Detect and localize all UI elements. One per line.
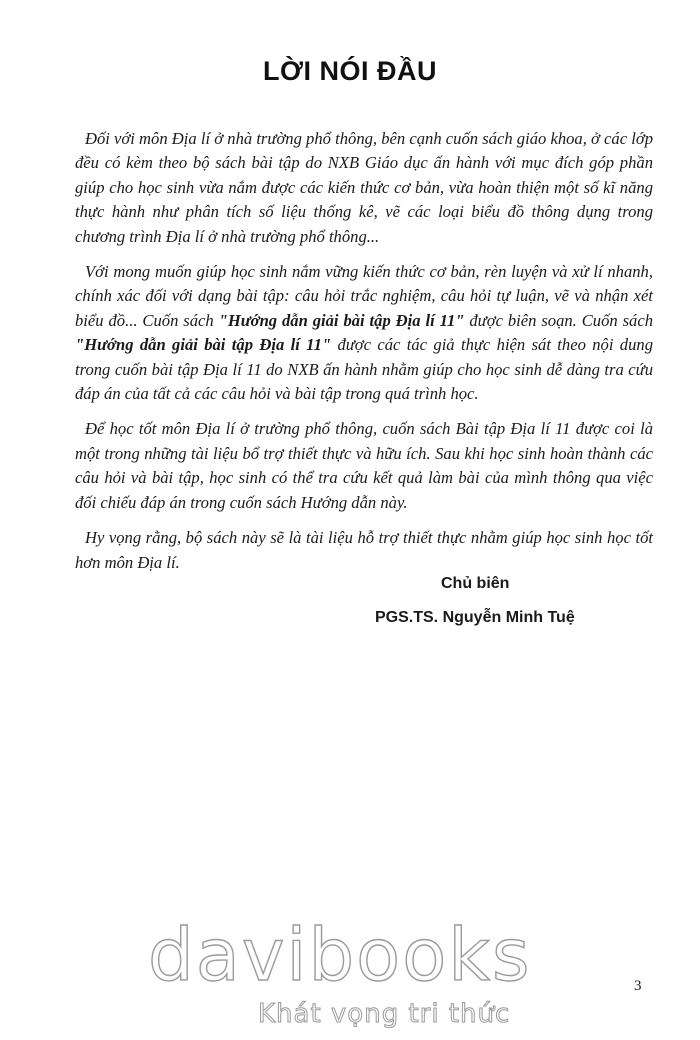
paragraph-1 (75, 127, 653, 249)
signature-name: PGS.TS. Nguyễn Minh Tuệ (375, 609, 575, 626)
paragraph-4 (75, 526, 653, 575)
paragraph-4-text: Hy vọng rằng, bộ sách này sẽ là tài liệu hỗ trợ thiết thực nhằm giúp học sinh học tốt hơn môn Địa lí. (75, 528, 653, 572)
page-title: LỜI NÓI ĐẦU (262, 56, 438, 86)
page-number: 3 (634, 978, 642, 994)
paragraph-2-text-b: được biên soạn. Cuốn sách (464, 310, 654, 330)
paragraph-2 (75, 260, 653, 406)
publisher-watermark (148, 915, 568, 1035)
signature-role: Chủ biên (441, 575, 510, 592)
watermark-brand: davibooks (148, 913, 532, 997)
paragraph-1-text: Đối với môn Địa lí ở nhà trường phổ thông, bên cạnh cuốn sách giáo khoa, ở các lớp đều có kèm theo bộ sách bài tập do NXB Giáo dục ấn hành với mục đích góp phần giúp cho học sinh vừa nắm được các kiến thức cơ bản, vừa hoàn thiện một số kĩ năng thực hành như phân tích số liệu thống kê, vẽ các loại biểu đồ thông dụng trong chương trình Địa lí ở nhà trường phổ thông... (75, 129, 653, 246)
paragraph-3 (75, 417, 653, 515)
book-title-bold-1: "Hướng dẫn giải bài tập Địa lí 11" (218, 310, 465, 330)
paragraph-2-text-a: Với mong muốn giúp học sinh nắm vững kiến thức cơ bản, rèn luyện và xử lí nhanh, chính xác đối với dạng bài tập: câu hỏi trắc nghiệm, câu hỏi tự luận, vẽ và nhận xét biểu đồ... Cuốn sách (75, 262, 653, 330)
watermark-tagline: Khát vọng tri thức (258, 999, 511, 1029)
paragraph-3-text: Để học tốt môn Địa lí ở trường phổ thông, cuốn sách Bài tập Địa lí 11 được coi là một trong những tài liệu bổ trợ thiết thực và hữu ích. Sau khi học sinh hoàn thành các câu hỏi và bài tập, học sinh có thể tra cứu kết quả làm bài của mình thông qua việc đối chiếu đáp án trong cuốn sách Hướng dẫn này. (75, 419, 653, 512)
book-title-bold-2: "Hướng dẫn giải bài tập Địa lí 11" (75, 335, 332, 355)
paragraph-2-text-c: được các tác giả thực hiện sát theo nội dung trong cuốn bài tập Địa lí 11 do NXB ấn hành nhằm giúp cho học sinh dễ dàng tra cứu đáp án của tất cả các câu hỏi và bài tập trong quá trình học. (75, 335, 653, 404)
preface-body (75, 127, 653, 586)
